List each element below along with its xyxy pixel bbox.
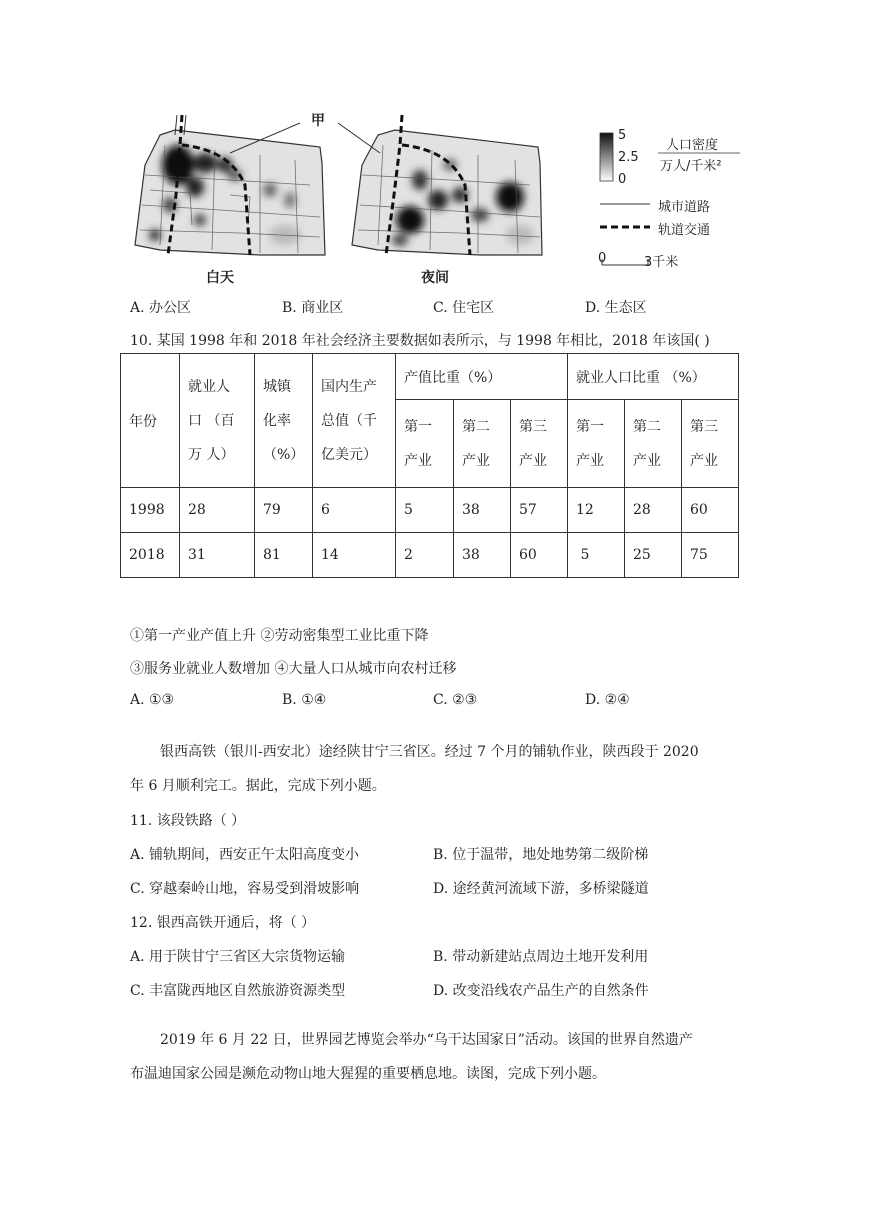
q12-option-d: D. 改变沿线农产品生产的自然条件 [433,983,649,999]
marker-label: 甲 [311,113,325,129]
table-row: 2018 31 81 14 2 38 60 5 25 75 [121,533,739,578]
header-gdp: 国内生产 总值（千 亿美元） [313,354,396,488]
q9-option-d: D. 生态区 [585,300,647,316]
header-year: 年份 [121,354,180,488]
q10-option-b: B. ①④ [282,692,327,708]
passage2-line2: 布温迪国家公园是濒危动物山地大猩猩的重要栖息地。读图，完成下列小题。 [130,1066,606,1082]
night-caption: 夜间 [421,270,449,286]
sub-output-tertiary: 第三 产业 [511,400,568,488]
legend-scale-mid: 2.5 [618,150,639,165]
q10-option-d: D. ②④ [585,692,630,708]
legend-scale-start: 0 [598,251,607,266]
q11-option-b: B. 位于温带，地处地势第二级阶梯 [433,847,649,863]
q10-stem: 10. 某国 1998 年和 2018 年社会经济主要数据如表所示，与 1998 年相比，2018 年该国( ) [130,333,710,349]
q9-option-a: A. 办公区 [130,300,192,316]
passage2-line1: 2019 年 6 月 22 日，世界园艺博览会举办“乌干达国家日”活动。该国的世界自然遗产 [160,1032,693,1048]
header-employment-share: 就业人口比重 （%） [568,354,739,400]
table-row: 1998 28 79 6 5 38 57 12 28 60 [121,488,739,533]
header-urbanization: 城镇 化率 （%） [255,354,313,488]
q11-option-a: A. 铺轨期间，西安正午太阳高度变小 [130,847,360,863]
legend-density-title: 人口密度 [666,138,719,153]
q10-statements-2: ③服务业就业人数增加 ④大量人口从城市向农村迁移 [130,661,457,677]
sub-emp-primary: 第一 产业 [568,400,625,488]
night-map [352,115,542,255]
day-caption: 白天 [206,270,234,286]
legend-road-label: 城市道路 [658,200,711,215]
sub-output-secondary: 第二 产业 [454,400,511,488]
q10-statements-1: ①第一产业产值上升 ②劳动密集型工业比重下降 [130,628,429,644]
legend-scale-min: 0 [618,172,627,187]
economic-data-table [120,353,739,578]
header-output-share: 产值比重（%） [396,354,568,400]
q12-option-a: A. 用于陕甘宁三省区大宗货物运输 [130,949,346,965]
q11-option-c: C. 穿越秦岭山地，容易受到滑坡影响 [130,881,360,897]
day-map [135,115,325,255]
q12-option-b: B. 带动新建站点周边土地开发利用 [433,949,649,965]
legend-rail-label: 轨道交通 [658,223,711,238]
legend-density-unit: 万人/千米² [660,159,722,174]
sub-emp-secondary: 第二 产业 [625,400,682,488]
sub-emp-tertiary: 第三 产业 [682,400,739,488]
legend-scale-end: 3千米 [644,255,679,270]
sub-output-primary: 第一 产业 [396,400,454,488]
passage1-line1: 银西高铁（银川-西安北）途经陕甘宁三省区。经过 7 个月的铺轨作业，陕西段于 2020 [160,744,699,760]
passage1-line2: 年 6 月顺利完工。据此，完成下列小题。 [130,778,386,794]
q10-option-c: C. ②③ [433,692,478,708]
q9-option-c: C. 住宅区 [433,300,495,316]
q12-stem: 12. 银西高铁开通后，将（ ） [130,915,316,931]
q12-option-c: C. 丰富陇西地区自然旅游资源类型 [130,983,346,999]
q10-option-a: A. ①③ [130,692,175,708]
q11-option-d: D. 途经黄河流域下游，多桥梁隧道 [433,881,649,897]
q9-option-b: B. 商业区 [282,300,344,316]
q11-stem: 11. 该段铁路（ ） [130,813,246,829]
header-employment: 就业人 口 （百 万 人） [180,354,255,488]
legend-scale-max: 5 [618,128,627,143]
